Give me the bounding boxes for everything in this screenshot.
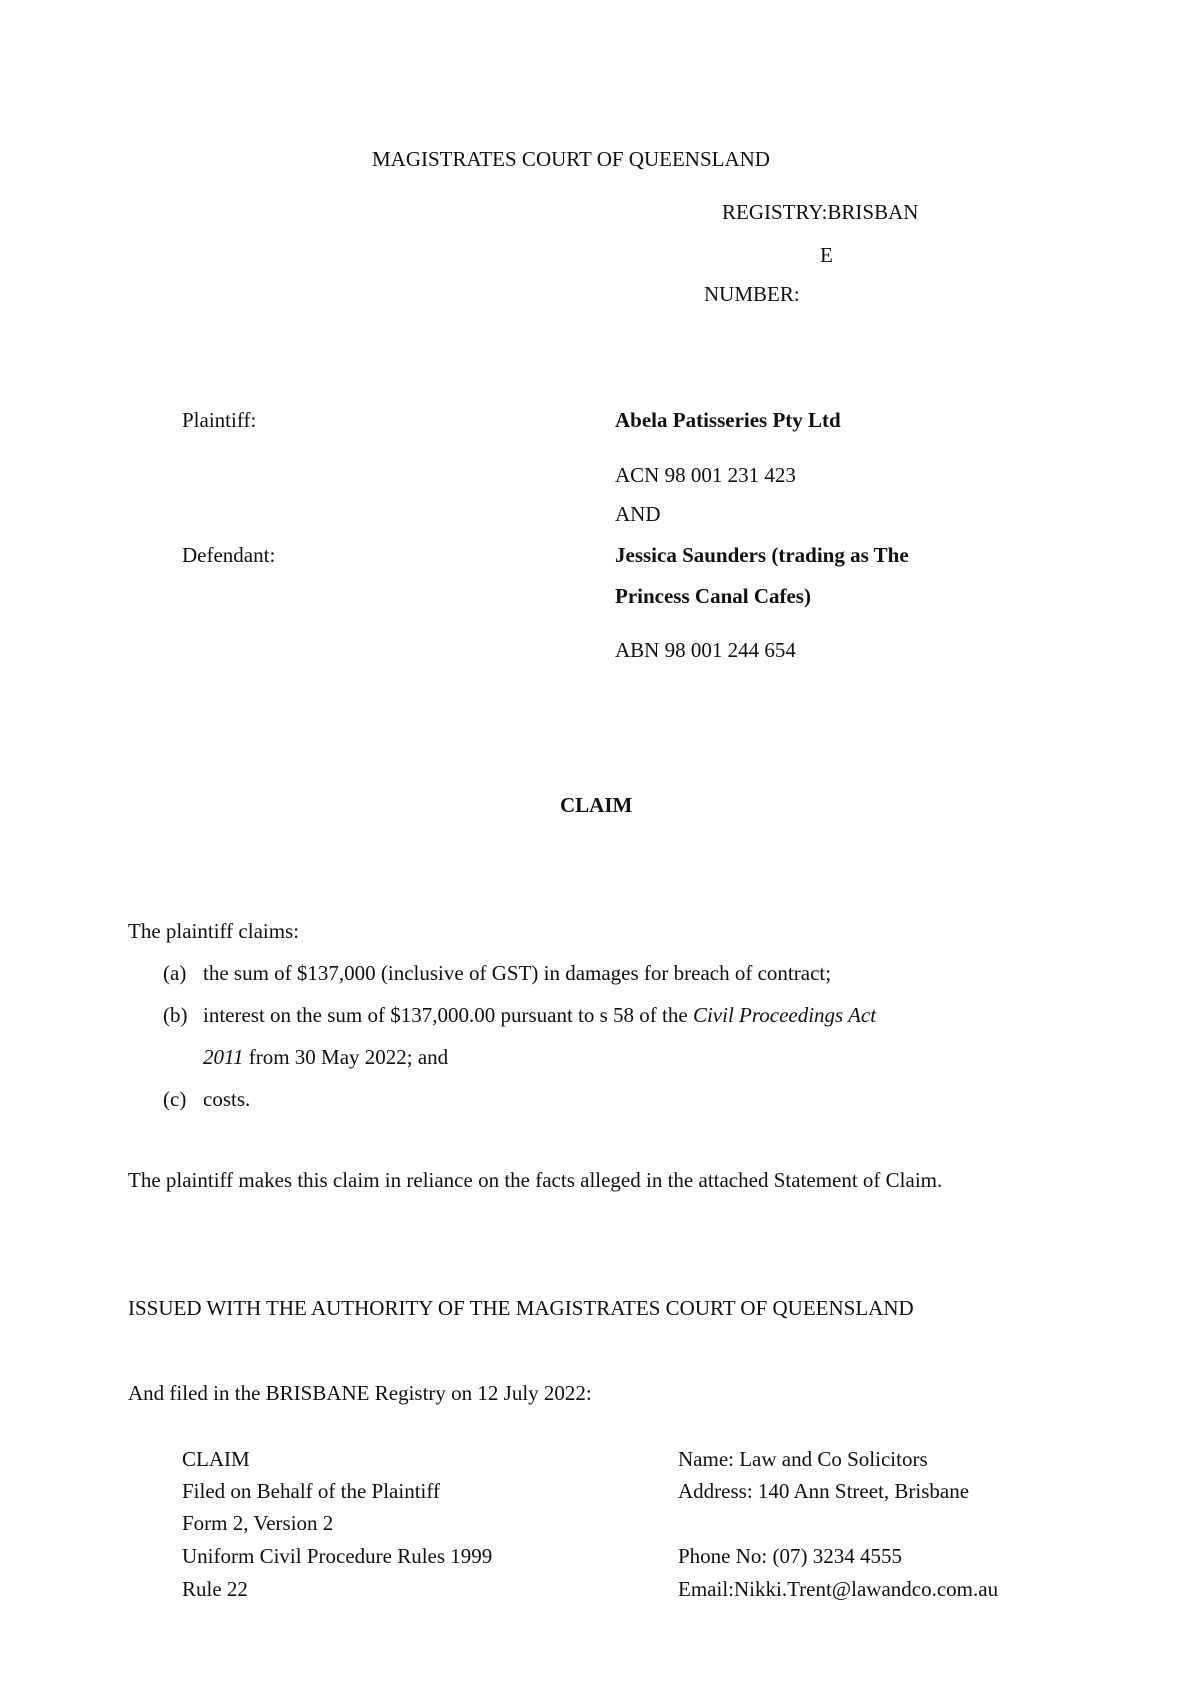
defendant-label: Defendant:	[182, 543, 276, 567]
act-year: 2011	[203, 1045, 244, 1069]
claim-item-b	[163, 1003, 876, 1028]
plaintiff-acn: ACN 98 001 231 423	[615, 463, 796, 487]
registry-label: REGISTRY:BRISBAN	[722, 200, 919, 224]
document-title: CLAIM	[560, 793, 633, 817]
footer-rule-number: Rule 22	[182, 1577, 248, 1601]
filed-statement: And filed in the BRISBANE Registry on 12 July 2022:	[128, 1381, 592, 1405]
claim-item-letter: (b)	[163, 1003, 188, 1027]
act-name: Civil Proceedings Act	[692, 1003, 877, 1027]
defendant-name-line1: Jessica Saunders (trading as The	[615, 543, 909, 567]
solicitor-phone: Phone No: (07) 3234 4555	[678, 1544, 902, 1568]
claim-item-letter: (c)	[163, 1087, 187, 1111]
claim-item-b-continued	[203, 1045, 448, 1070]
claims-intro: The plaintiff claims:	[128, 919, 300, 943]
plaintiff-label: Plaintiff:	[182, 408, 257, 432]
footer-doc-type: CLAIM	[182, 1447, 250, 1471]
plaintiff-name: Abela Patisseries Pty Ltd	[615, 408, 841, 432]
reliance-paragraph: The plaintiff makes this claim in reliance on the facts alleged in the attached Statement of Claim.	[128, 1168, 943, 1192]
number-label: NUMBER:	[704, 282, 800, 306]
registry-label-continued: E	[820, 243, 833, 267]
claim-item-letter: (a)	[163, 961, 187, 985]
solicitor-name: Name: Law and Co Solicitors	[678, 1447, 928, 1471]
footer-rules: Uniform Civil Procedure Rules 1999	[182, 1544, 493, 1568]
claim-item-text-continued: from 30 May 2022; and	[243, 1045, 449, 1069]
defendant-name-line2: Princess Canal Cafes)	[615, 584, 811, 608]
and-label: AND	[615, 502, 661, 526]
issued-statement: ISSUED WITH THE AUTHORITY OF THE MAGISTRATES COURT OF QUEENSLAND	[128, 1296, 914, 1320]
claim-item-a	[163, 961, 831, 986]
court-title: MAGISTRATES COURT OF QUEENSLAND	[372, 147, 770, 171]
footer-filed-on-behalf: Filed on Behalf of the Plaintiff	[182, 1479, 440, 1503]
claim-item-text: the sum of $137,000 (inclusive of GST) in damages for breach of contract;	[203, 961, 832, 985]
solicitor-address: Address: 140 Ann Street, Brisbane	[678, 1479, 970, 1503]
defendant-abn: ABN 98 001 244 654	[615, 638, 796, 662]
claim-item-c	[163, 1087, 250, 1112]
solicitor-email: Email:Nikki.Trent@lawandco.com.au	[678, 1577, 999, 1601]
footer-form: Form 2, Version 2	[182, 1511, 334, 1535]
claim-item-text: interest on the sum of $137,000.00 pursuant to s 58 of the	[203, 1003, 693, 1027]
claim-item-text: costs.	[203, 1087, 251, 1111]
